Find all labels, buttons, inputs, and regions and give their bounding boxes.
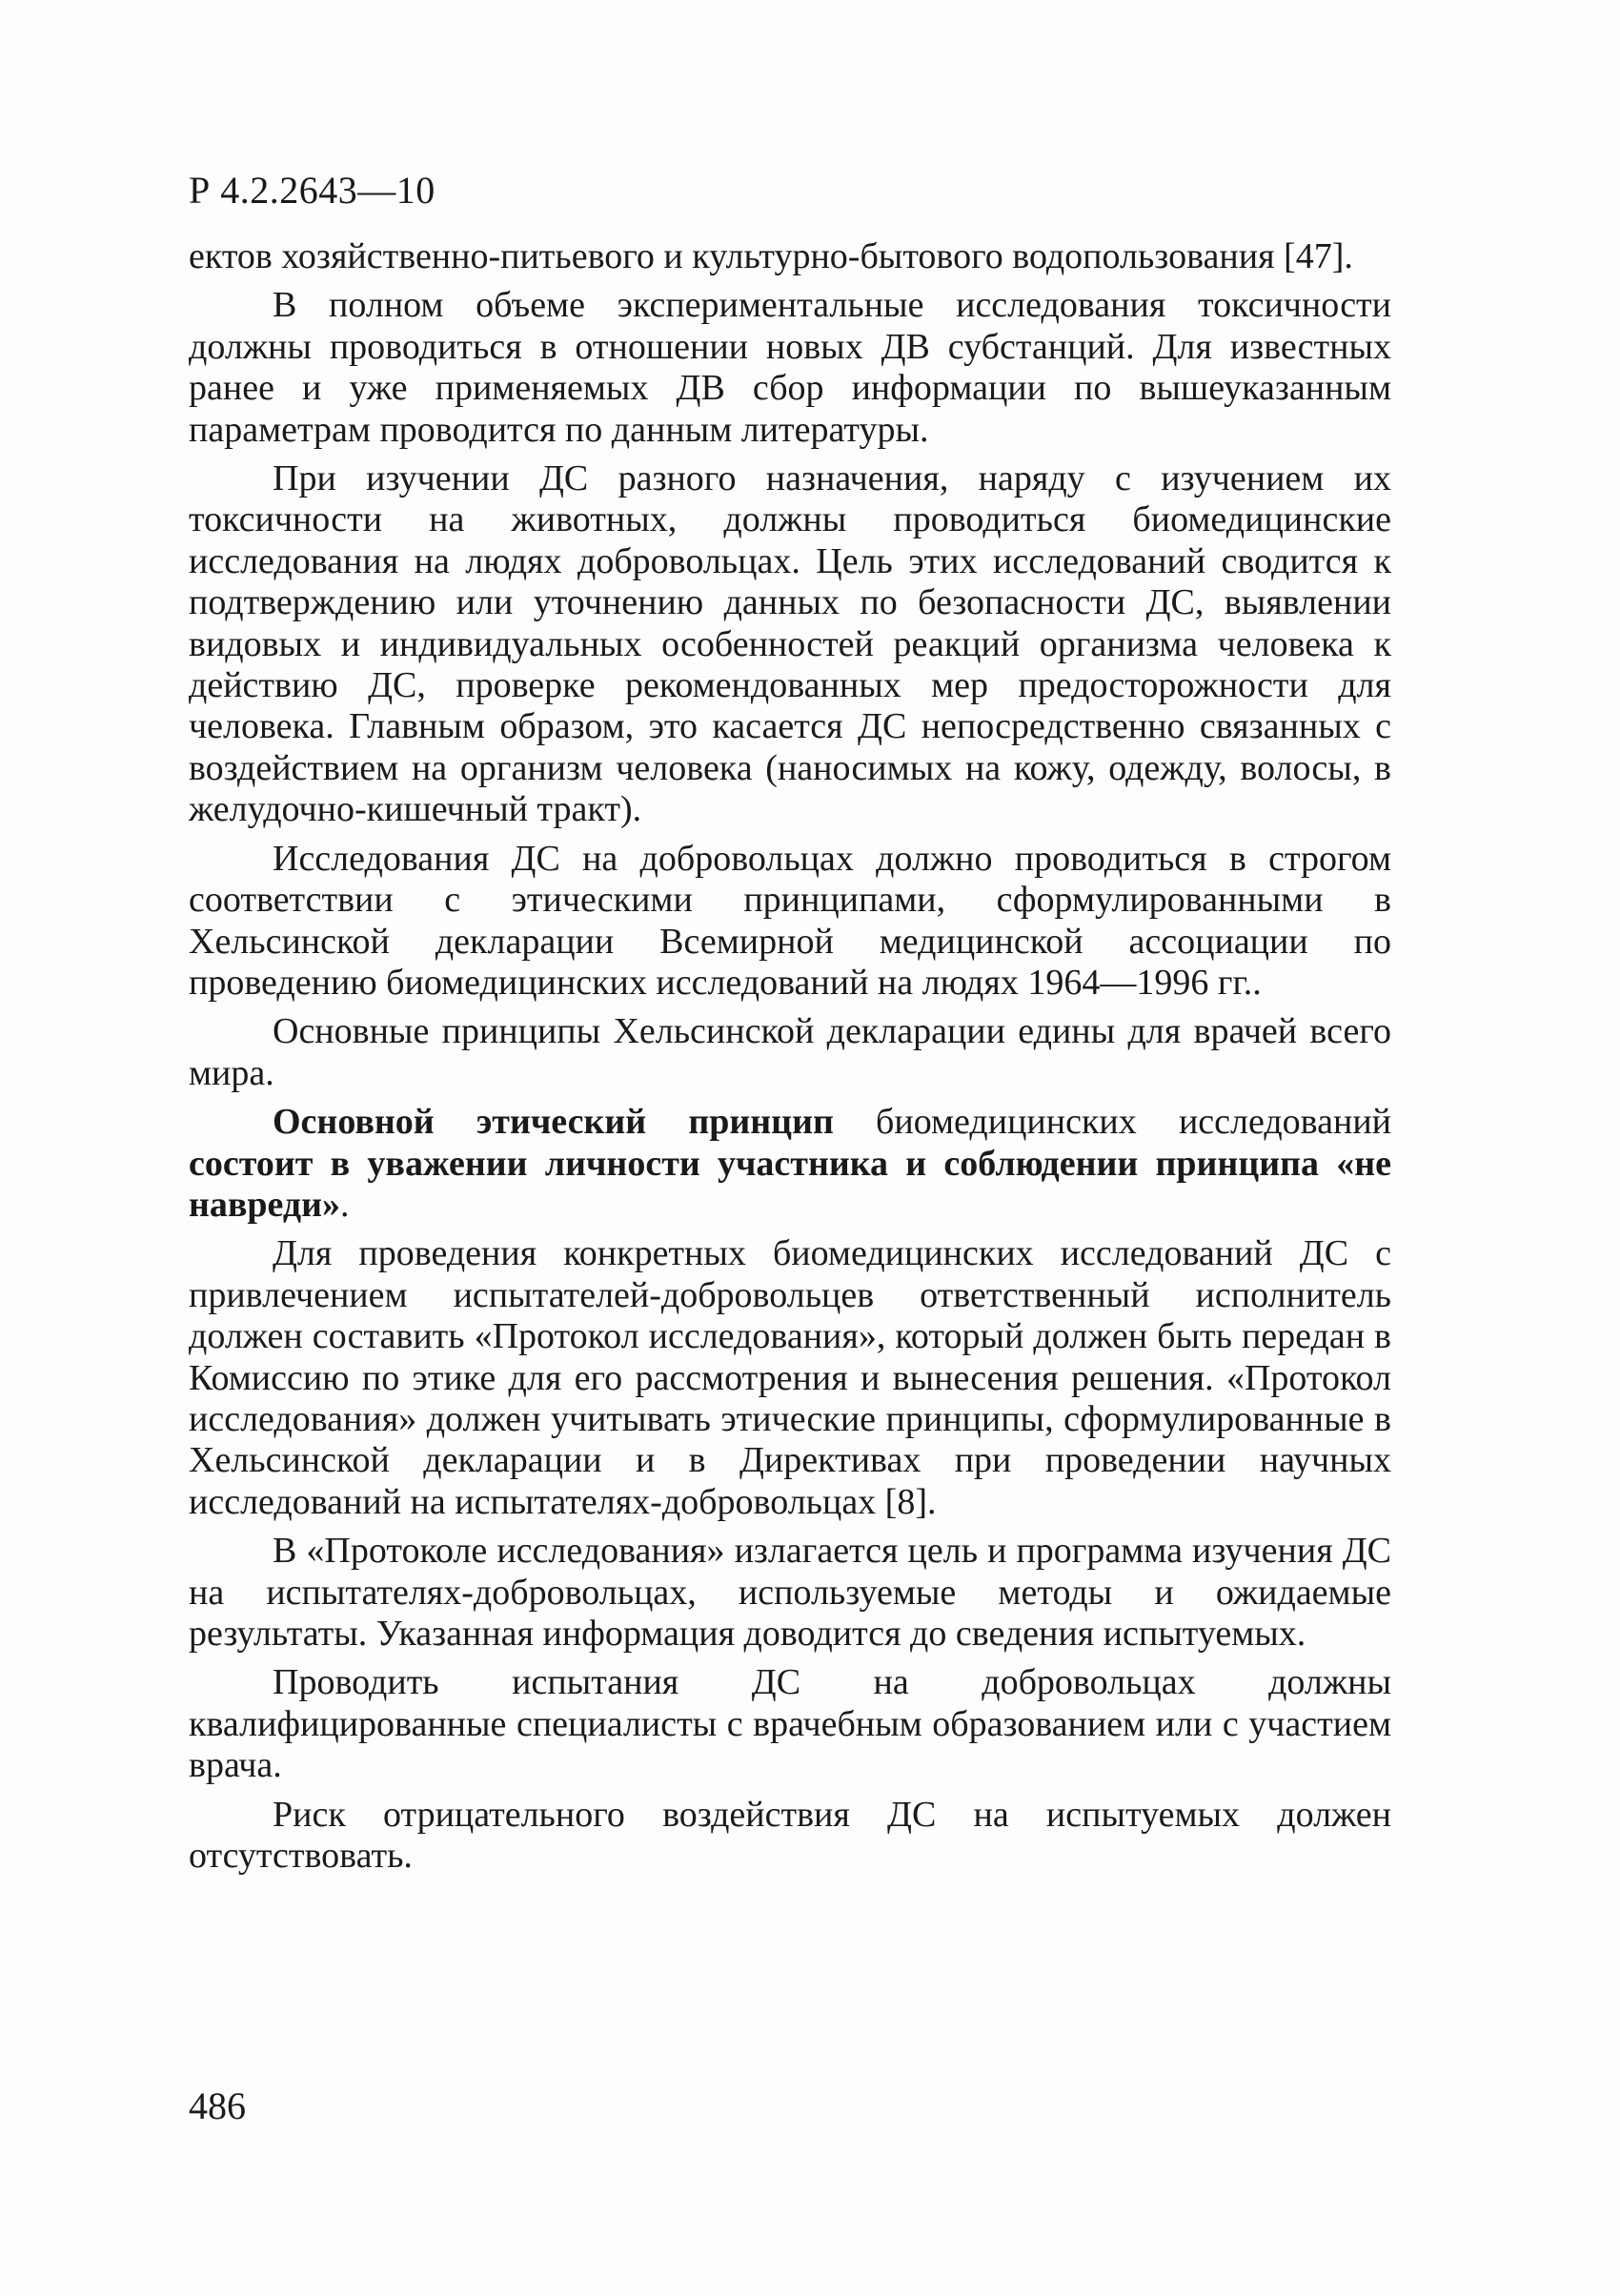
- paragraph-tail: .: [340, 1184, 350, 1225]
- document-body: [189, 236, 1391, 1884]
- paragraph-helsinki-principles: Основные принципы Хельсинской декларации едины для врачей всего мира.: [189, 1011, 1391, 1093]
- bold-phrase-respect: состоит в уважении личности участника и соблюдении принципа «не навреди»: [189, 1143, 1391, 1225]
- paragraph-qualified-specialists: Проводить испытания ДС на добровольцах должны квалифицированные специалисты с врачебным образованием или с участием врача.: [189, 1662, 1391, 1786]
- paragraph-ethics-compliance: Исследования ДС на добровольцах должно проводиться в строгом соответствии с этическими принципами, сформулированными в Хельсинской декларации Всемирной медицинской ассоциации по проведению биомедицинских исследований на людях 1964—1996 гг..: [189, 838, 1391, 1003]
- paragraph-research-protocol: Для проведения конкретных биомедицинских исследований ДС с привлечением испытателей-добровольцев ответственный исполнитель должен составить «Протокол исследования», который должен быть передан в Комиссию по этике для его рассмотрения и вынесения решения. «Протокол исследования» должен учитывать этические принципы, сформулированные в Хельсинской декларации и в Директивах при проведении научных исследований на испытателях-добровольцах [8].: [189, 1233, 1391, 1522]
- bold-phrase-principle: Основной этический принцип: [273, 1102, 834, 1143]
- paragraph-main-ethical-principle: [189, 1102, 1391, 1226]
- paragraph-continuation: ектов хозяйственно-питьевого и культурно-бытового водопользования [47].: [189, 236, 1353, 276]
- paragraph-volunteer-research: При изучении ДС разного назначения, наряду с изучением их токсичности на животных, должны проводиться биомедицинские исследования на людях добровольцах. Цель этих исследований сводится к подтверждению или уточнению данных по безопасности ДС, выявлении видовых и индивидуальных особенностей реакций организма человека к действию ДС, проверке рекомендованных мер предосторожности для человека. Главным образом, это касается ДС непосредственно связанных с воздействием на организм человека (наносимых на кожу, одежду, волосы, в желудочно-кишечный тракт).: [189, 458, 1391, 830]
- normal-phrase: биомедицинских исследований: [833, 1102, 1391, 1143]
- paragraph-protocol-content: В «Протоколе исследования» излагается цель и программа изучения ДС на испытателях-добровольцах, используемые методы и ожидаемые результаты. Указанная информация доводится до сведения испытуемых.: [189, 1531, 1391, 1654]
- page-number: 486: [189, 2084, 246, 2127]
- document-code-header: Р 4.2.2643—10: [189, 169, 435, 212]
- paragraph-risk: Риск отрицательного воздействия ДС на испытуемых должен отсутствовать.: [189, 1794, 1391, 1877]
- paragraph-toxicity-studies: В полном объеме экспериментальные исследования токсичности должны проводиться в отношении новых ДВ субстанций. Для известных ранее и уже применяемых ДВ сбор информации по вышеуказанным параметрам проводится по данным литературы.: [189, 285, 1391, 450]
